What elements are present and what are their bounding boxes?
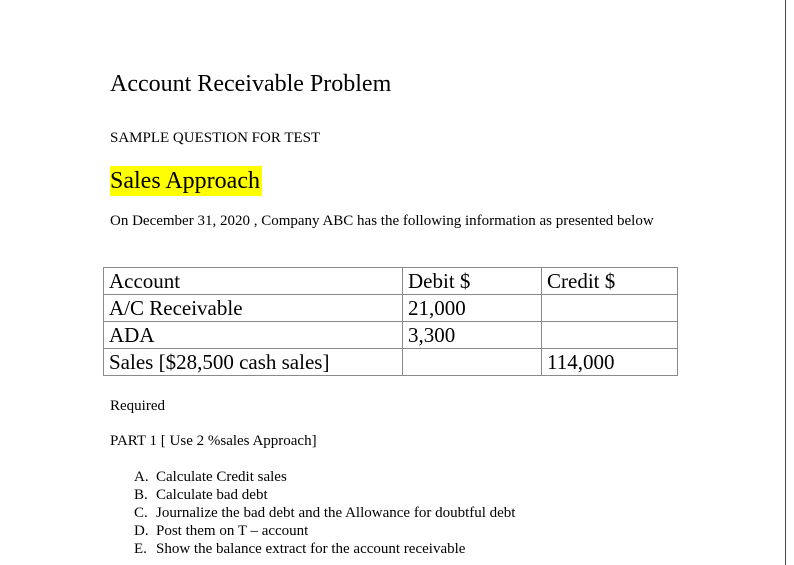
cell-account: A/C Receivable — [104, 295, 403, 322]
document-title: Account Receivable Problem — [110, 71, 392, 97]
list-item — [134, 486, 515, 504]
list-item-text: Post them on T – account — [156, 523, 309, 539]
list-item — [134, 522, 515, 540]
list-marker: C. — [134, 505, 148, 521]
list-item — [134, 468, 515, 486]
list-marker: D. — [134, 523, 149, 539]
page-edge-line — [785, 0, 786, 565]
section-heading-highlighted: Sales Approach — [110, 168, 260, 194]
table-row — [104, 295, 678, 322]
cell-credit — [542, 322, 678, 349]
list-item-text: Calculate bad debt — [156, 487, 268, 503]
intro-paragraph: On December 31, 2020 , Company ABC has the following information as presented below — [110, 213, 654, 229]
cell-account: ADA — [104, 322, 403, 349]
header-credit: Credit $ — [542, 268, 678, 295]
list-marker: A. — [134, 469, 149, 485]
list-item — [134, 504, 515, 522]
cell-debit — [403, 349, 542, 376]
cell-debit: 3,300 — [403, 322, 542, 349]
account-table — [103, 267, 678, 376]
list-item-text: Calculate Credit sales — [156, 469, 287, 485]
document-subtitle: SAMPLE QUESTION FOR TEST — [110, 130, 321, 146]
task-list — [134, 468, 515, 558]
part-label: PART 1 [ Use 2 %sales Approach] — [110, 433, 317, 449]
table-row — [104, 322, 678, 349]
list-item — [134, 540, 515, 558]
list-marker: B. — [134, 487, 148, 503]
cell-credit: 114,000 — [542, 349, 678, 376]
header-debit: Debit $ — [403, 268, 542, 295]
cell-credit — [542, 295, 678, 322]
required-label: Required — [110, 398, 165, 414]
list-marker: E. — [134, 541, 147, 557]
list-item-text: Journalize the bad debt and the Allowance for doubtful debt — [156, 505, 516, 521]
cell-debit: 21,000 — [403, 295, 542, 322]
header-account: Account — [104, 268, 403, 295]
table-row — [104, 349, 678, 376]
cell-account: Sales [$28,500 cash sales] — [104, 349, 403, 376]
list-item-text: Show the balance extract for the account receivable — [156, 541, 466, 557]
table-header-row — [104, 268, 678, 295]
